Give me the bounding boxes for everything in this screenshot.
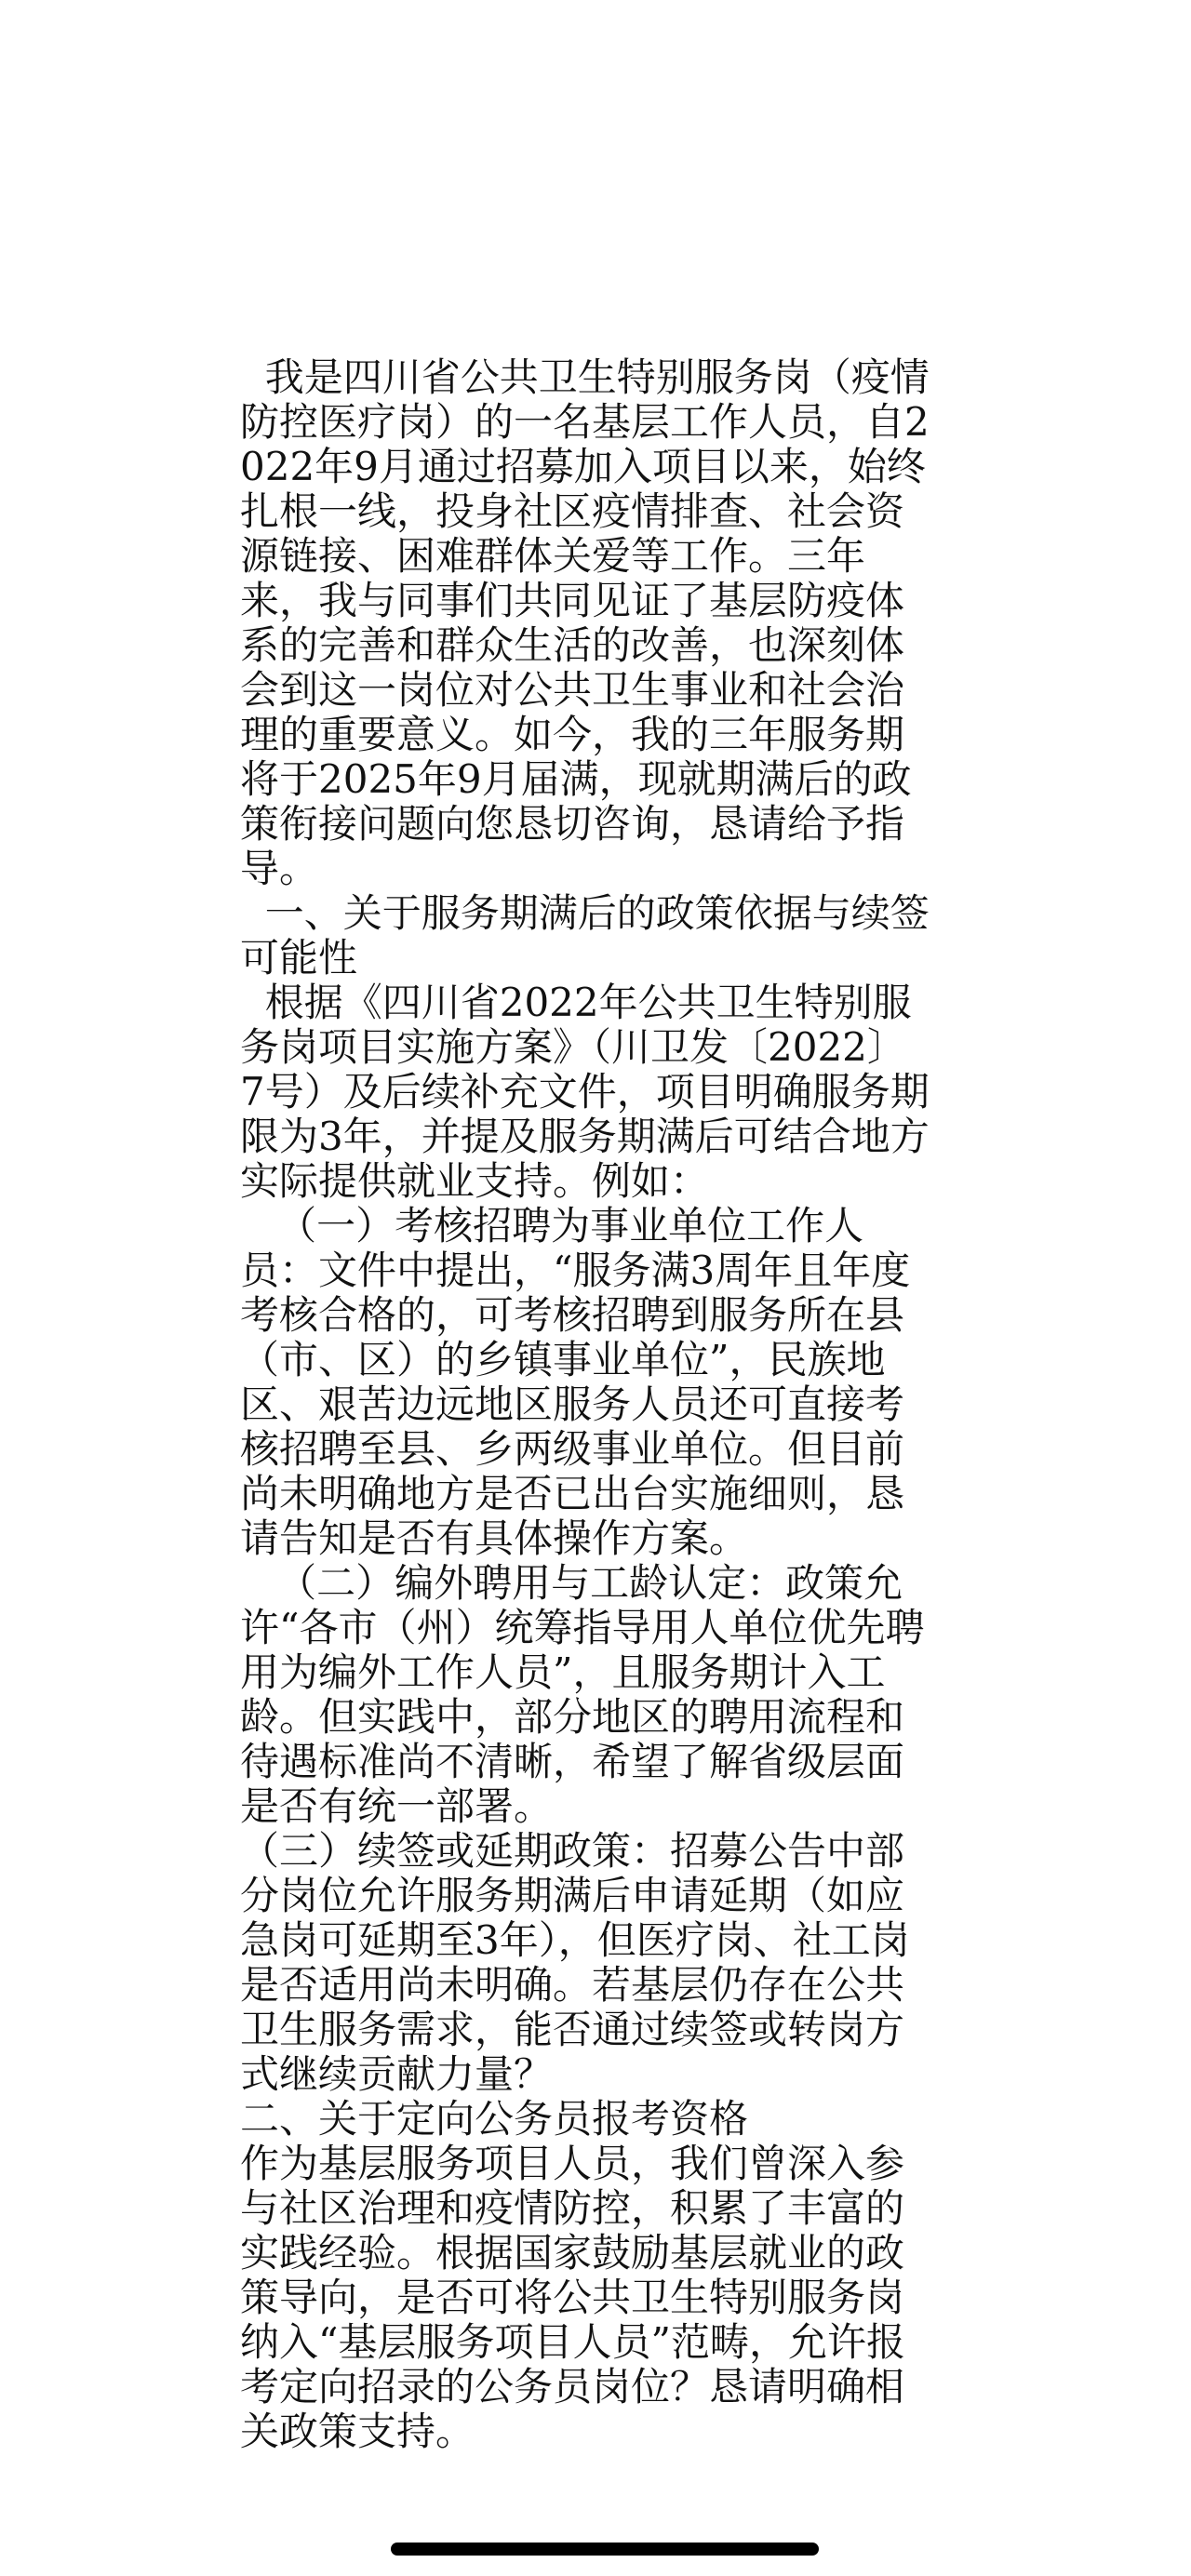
document-body xyxy=(240,355,930,2454)
section-heading-1: 一、关于服务期满后的政策依据与续签可能性 xyxy=(240,890,930,981)
section-heading-2: 二、关于定向公务员报考资格 xyxy=(240,2096,749,2142)
item-3-paragraph: （三）续签或延期政策：招募公告中部分岗位允许服务期满后申请延期（如应急岗可延期至3年），但医疗岗、社工岗是否适用尚未明确。若基层仍存在公共卫生服务需求，能否通过续签或转岗方式继续贡献力量？ xyxy=(240,1828,910,2097)
civil-service-paragraph: 作为基层服务项目人员，我们曾深入参与社区治理和疫情防控，积累了丰富的实践经验。根据国家鼓励基层就业的政策导向，是否可将公共卫生特别服务岗纳入“基层服务项目人员”范畴，允许报考定向招录的公务员岗位？恳请明确相关政策支持。 xyxy=(240,2141,905,2454)
home-indicator[interactable] xyxy=(391,2543,819,2556)
item-2-paragraph: （二）编外聘用与工龄认定：政策允许“各市（州）统筹指导用人单位优先聘用为编外工作人员”，且服务期计入工龄。但实践中，部分地区的聘用流程和待遇标准尚不清晰，希望了解省级层面是否有统一部署。 xyxy=(240,1560,925,1829)
item-1-paragraph: （一）考核招聘为事业单位工作人员：文件中提出，“服务满3周年且年度考核合格的，可考核招聘到服务所在县（市、区）的乡镇事业单位”，民族地区、艰苦边远地区服务人员还可直接考核招聘至县、乡两级事业单位。但目前尚未明确地方是否已出台实施细则，恳请告知是否有具体操作方案。 xyxy=(240,1203,911,1561)
policy-basis-paragraph: 根据《四川省2022年公共卫生特别服务岗项目实施方案》（川卫发〔2022〕7号）及后续补充文件，项目明确服务期限为3年，并提及服务期满后可结合地方实际提供就业支持。例如： xyxy=(240,980,930,1204)
intro-paragraph: 我是四川省公共卫生特别服务岗（疫情防控医疗岗）的一名基层工作人员，自2022年9月通过招募加入项目以来，始终扎根一线，投身社区疫情排查、社会资源链接、困难群体关爱等工作。三年来，我与同事们共同见证了基层防疫体系的完善和群众生活的改善，也深刻体会到这一岗位对公共卫生事业和社会治理的重要意义。如今，我的三年服务期将于2025年9月届满，现就期满后的政策衔接问题向您恳切咨询，恳请给予指导。 xyxy=(240,354,930,891)
